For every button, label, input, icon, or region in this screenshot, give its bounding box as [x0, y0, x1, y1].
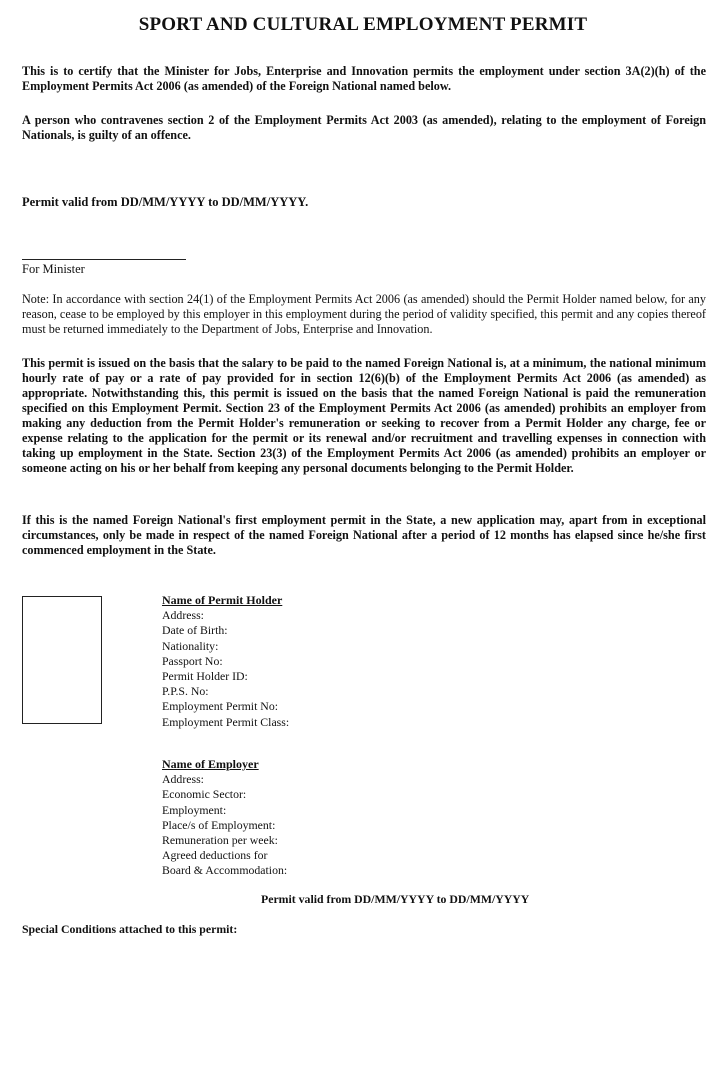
employment-label: Employment: [162, 802, 227, 817]
signature-line [22, 259, 186, 260]
permit-holder-dob-label: Date of Birth: [162, 623, 228, 638]
offence-paragraph: A person who contravenes section 2 of the Employment Permits Act 2003 (as amended), relating to the employment of Foreign Nationals, is guilty of an offence. [22, 113, 706, 142]
permit-holder-section [162, 593, 289, 730]
employment-permit-no-label: Employment Permit No: [162, 699, 278, 714]
employment-permit-class-label: Employment Permit Class: [162, 714, 290, 729]
basis-paragraph: This permit is issued on the basis that the salary to be paid to the named Foreign National is, at a minimum, the national minimum hourly rate of pay or a rate of pay provided for in section 12(6)(b) of the Employment Permits Act 2006 (as amended) as appropriate. Notwithstanding this, this permit is issued on the basis that the named Foreign National is paid the remuneration specified on this Employment Permit. Section 23 of the Employment Permits Act 2006 (as amended) prohibits an employer from making any deduction from the Permit Holder's remuneration or seeking to recover from a Permit Holder any charge, fee or expense relating to the application for the permit or its renewal and/or recruitment and travelling expenses in connection with taking up employment in the State. Section 23(3) of the Employment Permits Act 2006 (as amended) prohibits an employer or someone acting on his or her behalf from keeping any personal documents belonging to the Permit Holder. [22, 356, 706, 475]
board-accommodation-label: Board & Accommodation: [162, 863, 288, 878]
employer-heading: Name of Employer [162, 757, 259, 771]
permit-validity-top: Permit valid from DD/MM/YYYY to DD/MM/YYYY. [22, 195, 309, 209]
permit-holder-heading: Name of Permit Holder [162, 593, 283, 607]
employer-section [162, 757, 287, 879]
economic-sector-label: Economic Sector: [162, 787, 247, 802]
permit-holder-pps-label: P.P.S. No: [162, 684, 209, 699]
permit-holder-address-label: Address: [162, 608, 204, 623]
permit-holder-nationality-label: Nationality: [162, 638, 219, 653]
agreed-deductions-label: Agreed deductions for [162, 848, 268, 863]
employer-address-label: Address: [162, 772, 204, 787]
certify-paragraph: This is to certify that the Minister for Jobs, Enterprise and Innovation permits the employment under section 3A(2)(h) of the Employment Permits Act 2006 (as amended) of the Foreign National named below. [22, 64, 706, 93]
document-title: SPORT AND CULTURAL EMPLOYMENT PERMIT [138, 14, 588, 35]
first-permit-paragraph: If this is the named Foreign National's first employment permit in the State, a new application may, apart from in exceptional circumstances, only be made in respect of the named Foreign National after a period of 12 months has elapsed since he/she first commenced employment in the State. [22, 513, 706, 557]
special-conditions-label: Special Conditions attached to this permit: [22, 922, 238, 936]
permit-holder-id-label: Permit Holder ID: [162, 669, 248, 684]
permit-holder-passport-label: Passport No: [162, 653, 223, 668]
permit-validity-bottom: Permit valid from DD/MM/YYYY to DD/MM/YYYY [261, 892, 530, 906]
photo-placeholder [22, 596, 102, 724]
places-of-employment-label: Place/s of Employment: [162, 817, 276, 832]
note-paragraph: Note: In accordance with section 24(1) of the Employment Permits Act 2006 (as amended) should the Permit Holder named below, for any reason, cease to be employed by this employer in this employment during the period of validity specified, this permit and any copies thereof must be returned immediately to the Department of Jobs, Enterprise and Innovation. [22, 292, 706, 336]
signature-caption: For Minister [22, 262, 85, 276]
remuneration-label: Remuneration per week: [162, 833, 278, 848]
